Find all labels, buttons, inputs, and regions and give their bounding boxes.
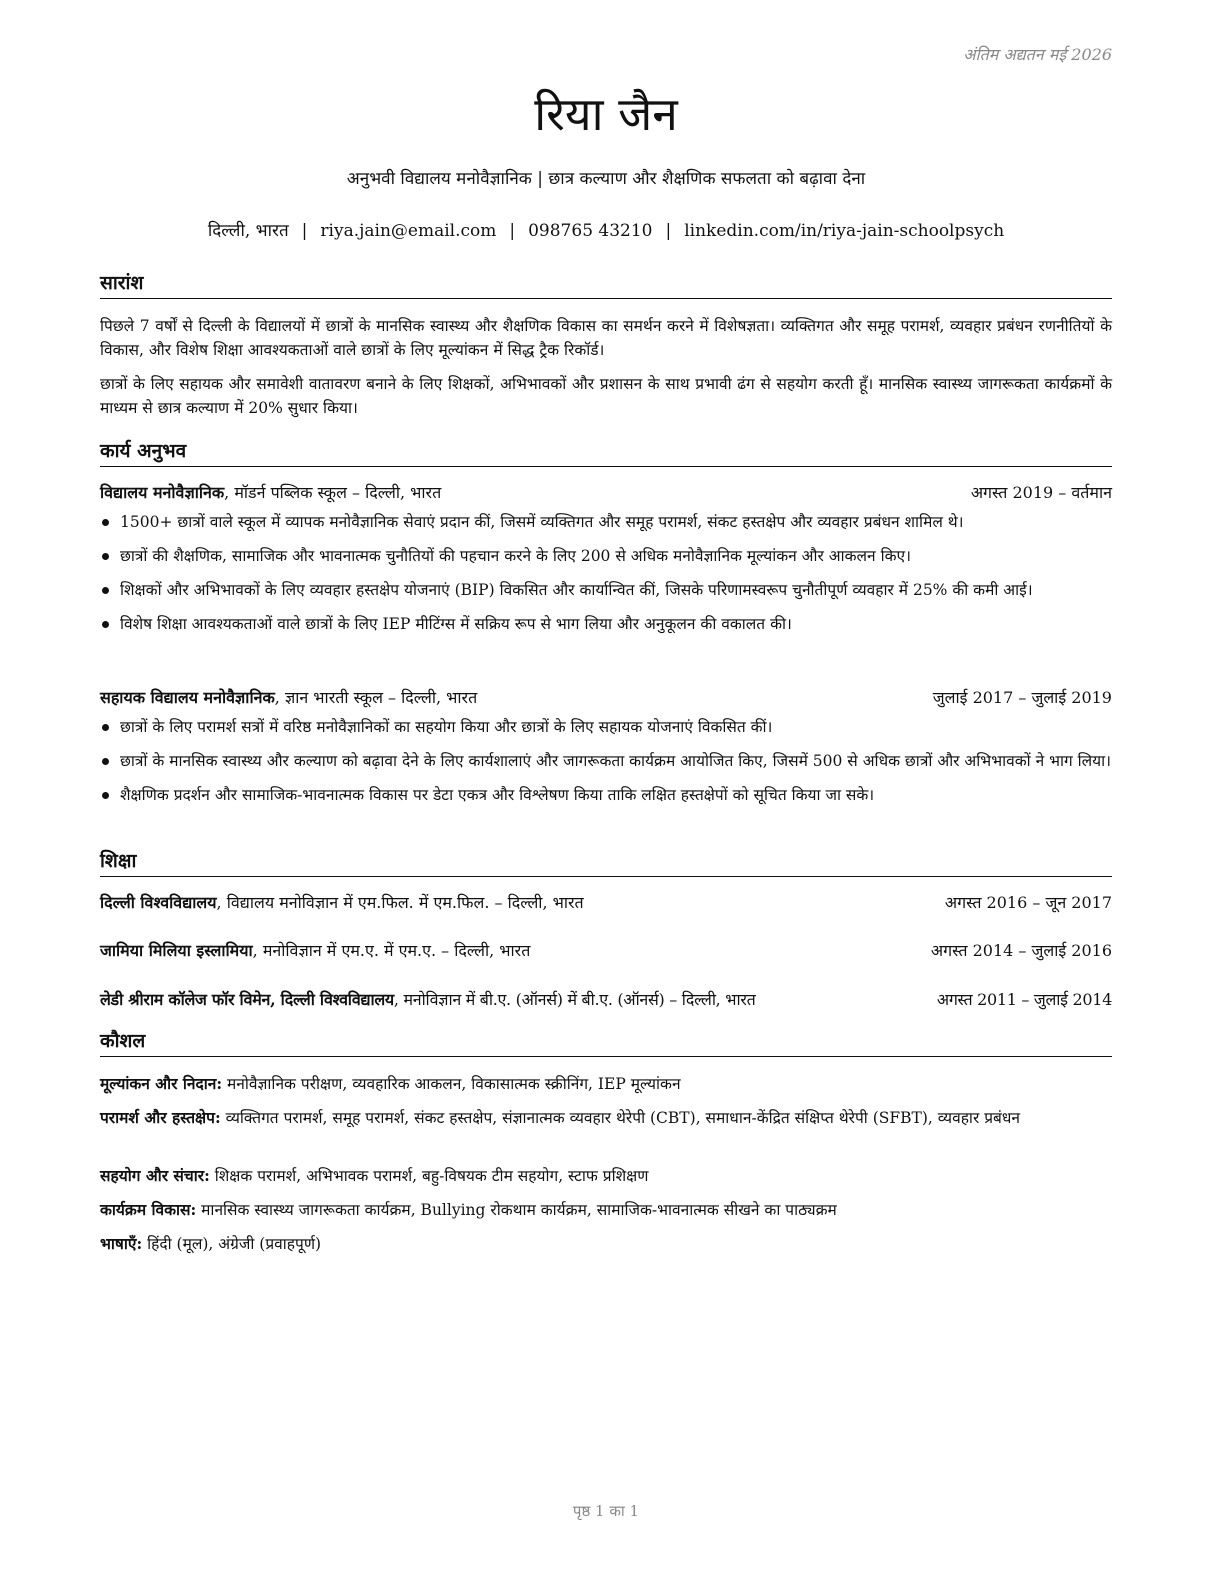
- job-dates: जुलाई 2017 – जुलाई 2019: [932, 688, 1112, 707]
- last-updated: अंतिम अद्यतन मई 2026: [963, 45, 1112, 64]
- job-dates: अगस्त 2019 – वर्तमान: [970, 483, 1112, 502]
- degree-detail: , मनोविज्ञान में बी.ए. (ऑनर्स) में बी.ए. (ऑनर्स) – दिल्ली, भारत: [393, 990, 756, 1009]
- section-education-title: शिक्षा: [100, 848, 1112, 877]
- summary-paragraph: छात्रों के लिए सहायक और समावेशी वातावरण बनाने के लिए शिक्षकों, अभिभावकों और प्रशासन के साथ प्रभावी ढंग से सहयोग करती हूँ। मानसिक स्वास्थ्य जागरूकता कार्यक्रमों के माध्यम से छात्र कल्याण में 20% सुधार किया।: [100, 375, 1112, 417]
- job-bullets: [100, 510, 1112, 646]
- resume-page: [100, 0, 1112, 1584]
- skill-value: शिक्षक परामर्श, अभिभावक परामर्श, बहु-विषयक टीम सहयोग, स्टाफ प्रशिक्षण: [209, 1167, 649, 1185]
- education-line: [100, 939, 530, 963]
- skill-value: मनोवैज्ञानिक परीक्षण, व्यवहारिक आकलन, विकासात्मक स्क्रीनिंग, IEP मूल्यांकन: [222, 1075, 681, 1093]
- education-dates: अगस्त 2011 – जुलाई 2014: [936, 990, 1112, 1009]
- linkedin-link[interactable]: linkedin.com/in/riya-jain-schoolpsych: [684, 221, 1005, 241]
- phone: 098765 43210: [528, 221, 653, 241]
- list-item: [100, 544, 1112, 568]
- bullet-icon: [102, 724, 109, 731]
- list-item: [100, 783, 1112, 807]
- skill-label: भाषाएँ:: [100, 1234, 143, 1253]
- education-entry: [100, 891, 1112, 915]
- list-item: [100, 510, 1112, 534]
- education-entry: [100, 988, 1112, 1012]
- education-dates: अगस्त 2014 – जुलाई 2016: [930, 941, 1112, 960]
- bullet-icon: [102, 621, 109, 628]
- school-name: दिल्ली विश्वविद्यालय: [100, 893, 217, 912]
- job-title-line: [100, 686, 477, 710]
- list-item: [100, 612, 1112, 636]
- separator: |: [665, 221, 672, 241]
- list-item: [100, 749, 1112, 773]
- education-entry: [100, 939, 1112, 963]
- bullet-text: शिक्षकों और अभिभावकों के लिए व्यवहार हस्तक्षेप योजनाएं (BIP) विकसित और कार्यान्वित कीं, जिसके परिणामस्वरूप चुनौतीपूर्ण व्यवहार में 25% की कमी आई।: [120, 581, 1033, 599]
- school-name: लेडी श्रीराम कॉलेज फॉर विमेन, दिल्ली विश्वविद्यालय: [100, 990, 394, 1009]
- job-heading: [100, 481, 1112, 505]
- skill-value: व्यक्तिगत परामर्श, समूह परामर्श, संकट हस्तक्षेप, संज्ञानात्मक व्यवहार थेरेपी (CBT), समाधान-केंद्रित संक्षिप्त थेरेपी (SFBT), व्यवहार प्रबंधन: [220, 1109, 1021, 1127]
- bullet-text: छात्रों के लिए परामर्श सत्रों में वरिष्ठ मनोवैज्ञानिकों का सहयोग किया और छात्रों के लिए सहायक योजनाएं विकसित कीं।: [120, 718, 773, 736]
- skill-label: परामर्श और हस्तक्षेप:: [100, 1108, 221, 1127]
- bullet-text: विशेष शिक्षा आवश्यकताओं वाले छात्रों के लिए IEP मीटिंग्स में सक्रिय रूप से भाग लिया और अनुकूलन की वकालत की।: [120, 615, 792, 633]
- job-heading: [100, 686, 1112, 710]
- list-item: [100, 578, 1112, 602]
- education-line: [100, 891, 584, 915]
- skill-line: [100, 1072, 1112, 1096]
- skill-label: मूल्यांकन और निदान:: [100, 1074, 223, 1093]
- section-skills-title: कौशल: [100, 1028, 1112, 1057]
- skill-label: कार्यक्रम विकास:: [100, 1200, 197, 1219]
- summary-paragraph: पिछले 7 वर्षों से दिल्ली के विद्यालयों में छात्रों के मानसिक स्वास्थ्य और शैक्षणिक विकास का समर्थन करने में विशेषज्ञता। व्यक्तिगत और समूह परामर्श, व्यवहार प्रबंधन रणनीतियों के विकास, और विशेष शिक्षा आवश्यकताओं वाले छात्रों के लिए मूल्यांकन में सिद्ध ट्रैक रिकॉर्ड।: [100, 317, 1112, 359]
- bullet-text: छात्रों के मानसिक स्वास्थ्य और कल्याण को बढ़ावा देने के लिए कार्यशालाएं और जागरूकता कार्यक्रम आयोजित किए, जिसमें 500 से अधिक छात्रों और अभिभावकों ने भाग लिया।: [120, 752, 1112, 770]
- bullet-icon: [102, 758, 109, 765]
- bullet-text: शैक्षणिक प्रदर्शन और सामाजिक-भावनात्मक विकास पर डेटा एकत्र और विश्लेषण किया ताकि लक्षित हस्तक्षेपों को सूचित किया जा सके।: [120, 786, 875, 804]
- skill-line: [100, 1232, 1112, 1256]
- section-summary-title: सारांश: [100, 270, 1112, 299]
- bullet-icon: [102, 519, 109, 526]
- job-org: , ज्ञान भारती स्कूल – दिल्ली, भारत: [274, 688, 478, 707]
- skill-label: सहयोग और संचार:: [100, 1166, 210, 1185]
- education-dates: अगस्त 2016 – जून 2017: [944, 893, 1112, 912]
- job-role: विद्यालय मनोवैज्ञानिक: [100, 483, 225, 502]
- degree-detail: , मनोविज्ञान में एम.ए. में एम.ए. – दिल्ली, भारत: [252, 941, 531, 960]
- bullet-text: छात्रों की शैक्षणिक, सामाजिक और भावनात्मक चुनौतियों की पहचान करने के लिए 200 से अधिक मनोवैज्ञानिक मूल्यांकन और आकलन किए।: [120, 547, 911, 565]
- skill-value: हिंदी (मूल), अंग्रेजी (प्रवाहपूर्ण): [142, 1235, 322, 1253]
- bullet-icon: [102, 792, 109, 799]
- job-bullets: [100, 715, 1112, 817]
- separator: |: [509, 221, 516, 241]
- education-line: [100, 988, 755, 1012]
- bullet-icon: [102, 587, 109, 594]
- skill-line: [100, 1198, 1112, 1222]
- separator: |: [301, 221, 308, 241]
- location: दिल्ली, भारत: [207, 221, 289, 241]
- job-title-line: [100, 481, 441, 505]
- email-link[interactable]: riya.jain@email.com: [320, 221, 497, 241]
- list-item: [100, 715, 1112, 739]
- bullet-text: 1500+ छात्रों वाले स्कूल में व्यापक मनोवैज्ञानिक सेवाएं प्रदान कीं, जिसमें व्यक्तिगत और समूह परामर्श, संकट हस्तक्षेप और व्यवहार प्रबंधन शामिल थे।: [120, 513, 964, 531]
- school-name: जामिया मिलिया इस्लामिया: [100, 941, 253, 960]
- job-role: सहायक विद्यालय मनोवैज्ञानिक: [100, 688, 275, 707]
- tagline: अनुभवी विद्यालय मनोवैज्ञानिक | छात्र कल्याण और शैक्षणिक सफलता को बढ़ावा देना: [346, 169, 866, 189]
- skill-line: [100, 1164, 1112, 1188]
- candidate-name: रिया जैन: [534, 87, 678, 141]
- contact-line: [100, 218, 1112, 244]
- skill-value: मानसिक स्वास्थ्य जागरूकता कार्यक्रम, Bullying रोकथाम कार्यक्रम, सामाजिक-भावनात्मक सीखने का पाठ्यक्रम: [196, 1201, 837, 1219]
- job-org: , मॉडर्न पब्लिक स्कूल – दिल्ली, भारत: [224, 483, 442, 502]
- skill-line: [100, 1106, 1112, 1130]
- section-experience-title: कार्य अनुभव: [100, 438, 1112, 467]
- bullet-icon: [102, 553, 109, 560]
- degree-detail: , विद्यालय मनोविज्ञान में एम.फिल. में एम.फिल. – दिल्ली, भारत: [216, 893, 584, 912]
- page-number: पृष्ठ 1 का 1: [572, 1502, 640, 1520]
